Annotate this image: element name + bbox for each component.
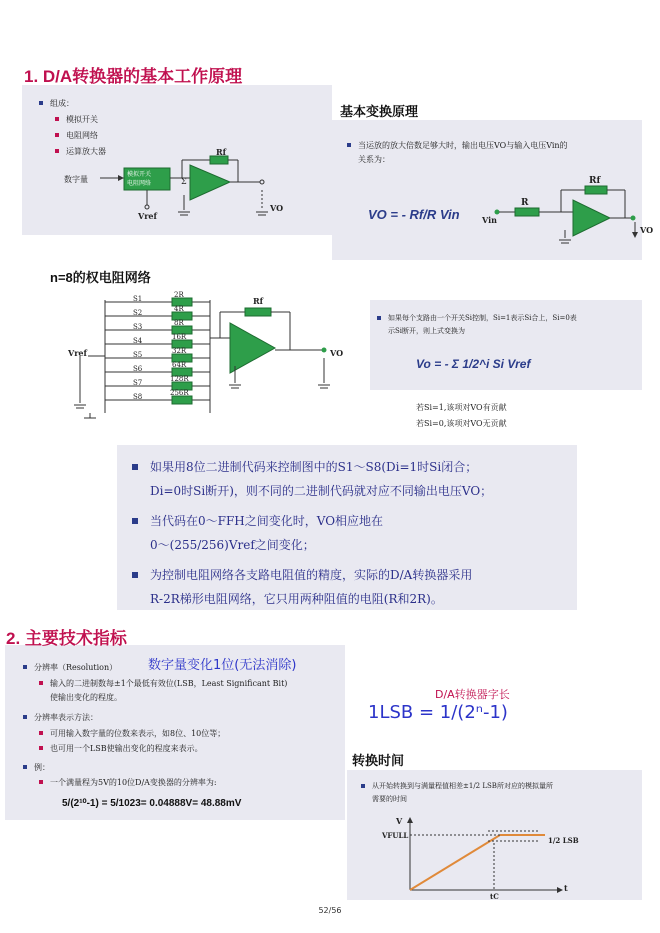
network-text-2: 示Si断开，则上式变换为 [388, 327, 466, 335]
res-2r: 2R [174, 291, 184, 299]
box-text-1: 模拟开关 [127, 171, 152, 178]
half-lsb-label: 1/2 LSB [548, 836, 579, 845]
r-label: R [521, 198, 529, 208]
conv-time-chart [380, 815, 580, 900]
resolution-desc-2: 使输出变化的程度。 [50, 693, 122, 702]
axis-v: V [396, 816, 403, 826]
network-diagram [60, 288, 360, 423]
resolution-desc-1: 输入的二进制数每±1个最低有效位(LSB，Least Significant Bit) [50, 679, 288, 688]
s1-label: S1 [133, 295, 143, 303]
opamp-3 [230, 323, 275, 373]
section2-title: 2. 主要技术指标 [6, 629, 127, 648]
sigma-label-1: Σ [181, 177, 187, 186]
network-formula: Vo = - Σ 1/2^i Si Vref [416, 357, 531, 371]
res-256r: 256R [170, 389, 189, 397]
s2-label: S2 [133, 309, 143, 317]
method-label: 分辨率表示方法： [34, 713, 98, 722]
opamp-2 [573, 200, 610, 236]
item-switch: 模拟开关 [66, 115, 98, 124]
middle-line-5: 为控制电阻网络各支路电阻值的精度，实际的D/A转换器采用 [150, 568, 473, 582]
item-opamp: 运算放大器 [66, 147, 106, 156]
conv-text-2: 需要的时间 [372, 795, 407, 803]
basic-diagram [485, 172, 645, 247]
lsb-handwriting: 1LSB = 1/(2ⁿ-1) [368, 702, 508, 723]
network-title: n=8的权电阻网络 [50, 270, 151, 285]
axis-tc: tC [490, 892, 499, 901]
r-resistor [515, 208, 539, 216]
resolution-handwriting: 数字量变化1位(无法消除) [148, 658, 297, 673]
vo-label-1: VO [270, 203, 284, 213]
rf-label-3: Rf [253, 296, 264, 306]
opamp-1 [190, 165, 230, 200]
resolution-label: 分辨率（Resolution） [34, 663, 118, 672]
box-text-2: 电阻网络 [127, 180, 152, 187]
section1-title: 1. D/A转换器的基本工作原理 [24, 67, 243, 86]
rf-resistor-1 [210, 156, 228, 164]
res-4r: 4R [174, 305, 184, 313]
rf-label-1: Rf [216, 147, 227, 157]
basic-formula: VO = - Rf/R Vin [368, 207, 460, 222]
note-si-1: 若Si=1,该项对VO有贡献 [416, 403, 507, 412]
composition-bullet: 组成： [50, 99, 74, 108]
example-formula: 5/(2¹⁰-1) = 5/1023= 0.04888V= 48.88mV [62, 798, 242, 809]
rf-resistor-2 [585, 186, 607, 194]
s6-label: S6 [133, 365, 143, 373]
vref-label-1: Vref [138, 211, 157, 221]
basic-text-1: 当运放的放大倍数足够大时，输出电压VO与输入电压Vin的 [358, 141, 568, 150]
s7-label: S7 [133, 379, 143, 387]
page-number: 52/56 [318, 906, 342, 915]
middle-line-3: 当代码在0～FFH之间变化时，VO相应地在 [150, 514, 384, 528]
conv-text-1: 从开始转换到与满量程值相差±1/2 LSB所对应的模拟量所 [372, 782, 553, 790]
s4-label: S4 [133, 337, 143, 345]
method-1: 可用输入数字量的位数来表示，如8位、10位等； [50, 729, 226, 738]
vo-label-2: VO [640, 225, 654, 235]
branch-rows [105, 298, 210, 404]
res-16r: 16R [172, 333, 187, 341]
vin-label: Vin [482, 215, 497, 225]
rf-resistor-3 [245, 308, 271, 316]
axis-t: t [564, 883, 568, 893]
basic-title: 基本变换原理 [340, 104, 419, 119]
basic-text-2: 关系为： [358, 155, 390, 164]
method-2: 也可用一个LSB使输出变化的程度来表示。 [50, 744, 203, 753]
vo-label-3: VO [330, 348, 344, 358]
item-network: 电阻网络 [66, 131, 98, 140]
note-si-0: 若Si=0,该项对VO无贡献 [416, 419, 507, 428]
middle-line-6: R-2R梯形电阻网络，它只用两种阻值的电阻(R和2R)。 [150, 592, 443, 606]
rf-label-2: Rf [589, 176, 601, 186]
network-text-1: 如果每个支路由一个开关Si控制，Si=1表示Si合上，Si=0表 [388, 314, 577, 322]
wordlength-handwriting: D/A转换器字长 [435, 688, 510, 701]
section1-diagram [60, 150, 280, 230]
res-32r: 32R [172, 347, 187, 355]
res-128r: 128R [170, 375, 189, 383]
middle-line-1: 如果用8位二进制代码来控制图中的S1～S8(Di=1时Si闭合； [150, 460, 478, 474]
axis-vfull: VFULL [382, 831, 409, 840]
res-8r: 8R [174, 319, 184, 327]
digital-input-label: 数字量 [64, 175, 88, 184]
conv-title: 转换时间 [352, 753, 405, 768]
vref-label-3: Vref [68, 348, 87, 358]
s8-label: S8 [133, 393, 143, 401]
ramp-line [410, 835, 500, 890]
example-label: 例： [34, 763, 50, 772]
res-64r: 64R [172, 361, 187, 369]
example-text: 一个满量程为5V的10位D/A变换器的分辨率为: [50, 778, 217, 787]
middle-line-2: Di=0时Si断开)，则不同的二进制代码就对应不同输出电压VO； [150, 484, 493, 498]
s3-label: S3 [133, 323, 143, 331]
s5-label: S5 [133, 351, 143, 359]
middle-line-4: 0～(255/256)Vref之间变化； [150, 538, 315, 552]
